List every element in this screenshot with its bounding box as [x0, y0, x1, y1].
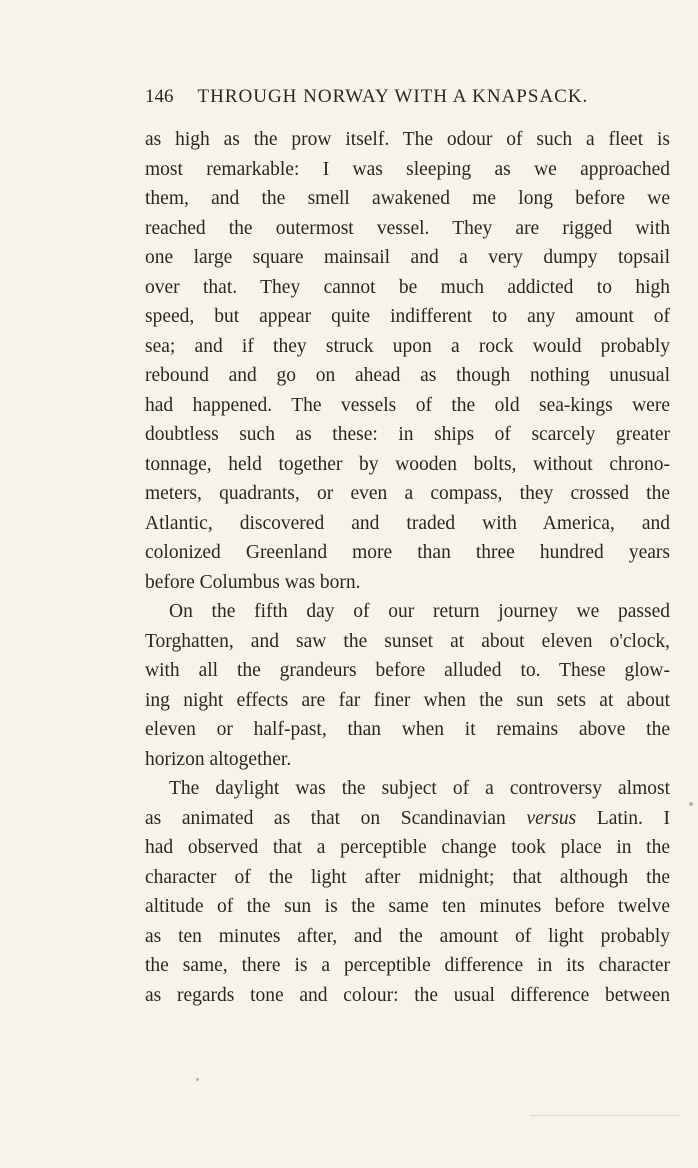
text-line: as high as the prow itself. The odour of such a fleet is	[145, 129, 670, 150]
running-title: THROUGH NORWAY WITH A KNAPSACK.	[197, 86, 589, 107]
text-segment: Latin. I	[576, 807, 671, 829]
text-line: the same, there is a perceptible difference in its character	[145, 955, 670, 976]
text-line: meters, quadrants, or even a compass, they crossed the	[145, 483, 670, 504]
italic-word: versus	[526, 807, 577, 829]
text-line: speed, but appear quite indifferent to any amount of	[145, 306, 670, 327]
text-line: as regards tone and colour: the usual difference between	[145, 984, 670, 1006]
text-line: eleven or half-past, than when it remains above the	[145, 719, 670, 740]
text-line: them, and the smell awakened me long before we	[145, 188, 670, 209]
paper-speck	[689, 802, 693, 806]
text-line: Torghatten, and saw the sunset at about eleven o'clock,	[145, 630, 670, 652]
text-line: one large square mainsail and a very dumpy topsail	[145, 247, 670, 268]
text-line: tonnage, held together by wooden bolts, without chrono-	[145, 453, 670, 475]
text-line: had happened. The vessels of the old sea-kings were	[145, 394, 670, 416]
text-line: over that. They cannot be much addicted to high	[145, 276, 670, 298]
text-segment: as animated as that on Scandinavian	[145, 807, 506, 829]
text-line-with-italic	[145, 804, 670, 834]
text-line: colonized Greenland more than three hundred years	[145, 542, 670, 563]
text-line: sea; and if they struck upon a rock would probably	[145, 335, 670, 357]
text-line: horizon altogether.	[145, 748, 292, 770]
text-line: before Columbus was born.	[145, 571, 361, 593]
paper-speck	[196, 1078, 199, 1081]
text-line: altitude of the sun is the same ten minutes before twelve	[145, 896, 670, 917]
text-line: rebound and go on ahead as though nothing unusual	[145, 365, 670, 386]
text-line: doubtless such as these: in ships of scarcely greater	[145, 424, 670, 445]
text-line: character of the light after midnight; that although the	[145, 866, 670, 888]
running-head	[145, 82, 670, 112]
page-number: 146	[145, 86, 174, 107]
body-text	[145, 125, 670, 1010]
text-line: reached the outermost vessel. They are rigged with	[145, 217, 670, 239]
text-line: as ten minutes after, and the amount of light probably	[145, 925, 670, 947]
text-line: ing night effects are far finer when the sun sets at about	[145, 689, 670, 711]
text-line: Atlantic, discovered and traded with America, and	[145, 512, 670, 534]
text-line: with all the grandeurs before alluded to. These glow-	[145, 660, 670, 681]
paper-mark	[530, 1115, 680, 1116]
text-line: had observed that a perceptible change took place in the	[145, 837, 670, 858]
text-line: most remarkable: I was sleeping as we approached	[145, 158, 670, 180]
text-line: On the fifth day of our return journey we passed	[169, 601, 670, 622]
text-line: The daylight was the subject of a controversy almost	[169, 778, 670, 799]
